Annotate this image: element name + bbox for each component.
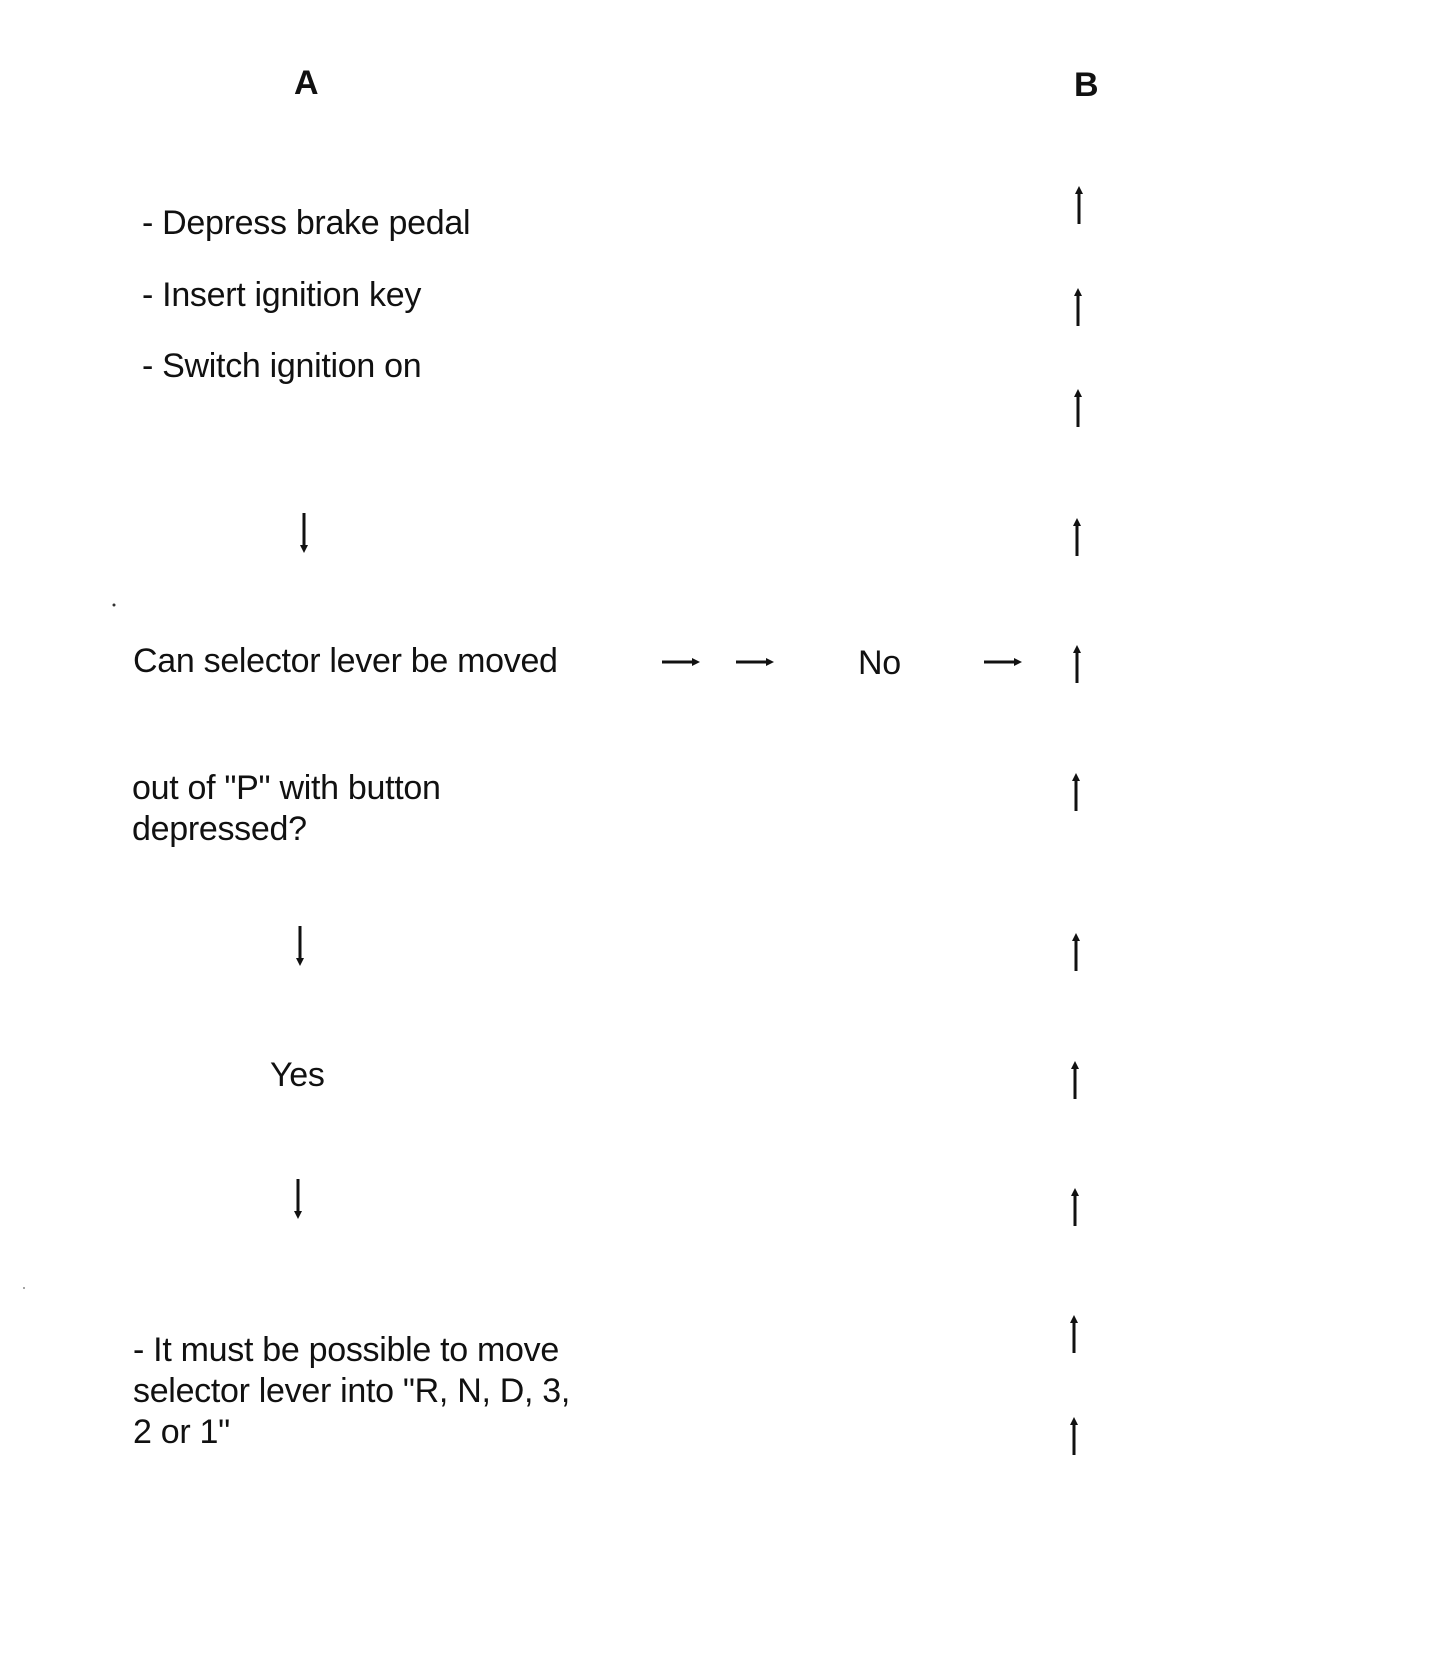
scan-speck (23, 1287, 25, 1289)
scan-speck (113, 604, 116, 607)
result-line-1: - It must be possible to move (133, 1331, 559, 1369)
branch-yes-label: Yes (270, 1056, 325, 1094)
question-line-1: Can selector lever be moved (133, 642, 558, 680)
step-switch-on: - Switch ignition on (142, 347, 422, 385)
result-line-3: 2 or 1" (133, 1413, 230, 1451)
result-line-2: selector lever into "R, N, D, 3, (133, 1372, 571, 1410)
step-insert-key: - Insert ignition key (142, 276, 422, 314)
step-depress-brake: - Depress brake pedal (142, 204, 471, 242)
question-line-2: out of "P" with button (132, 769, 441, 807)
column-b-header: B (1074, 66, 1099, 104)
question-line-3: depressed? (132, 810, 307, 848)
column-a-header: A (294, 64, 319, 102)
branch-no-label: No (858, 644, 901, 682)
